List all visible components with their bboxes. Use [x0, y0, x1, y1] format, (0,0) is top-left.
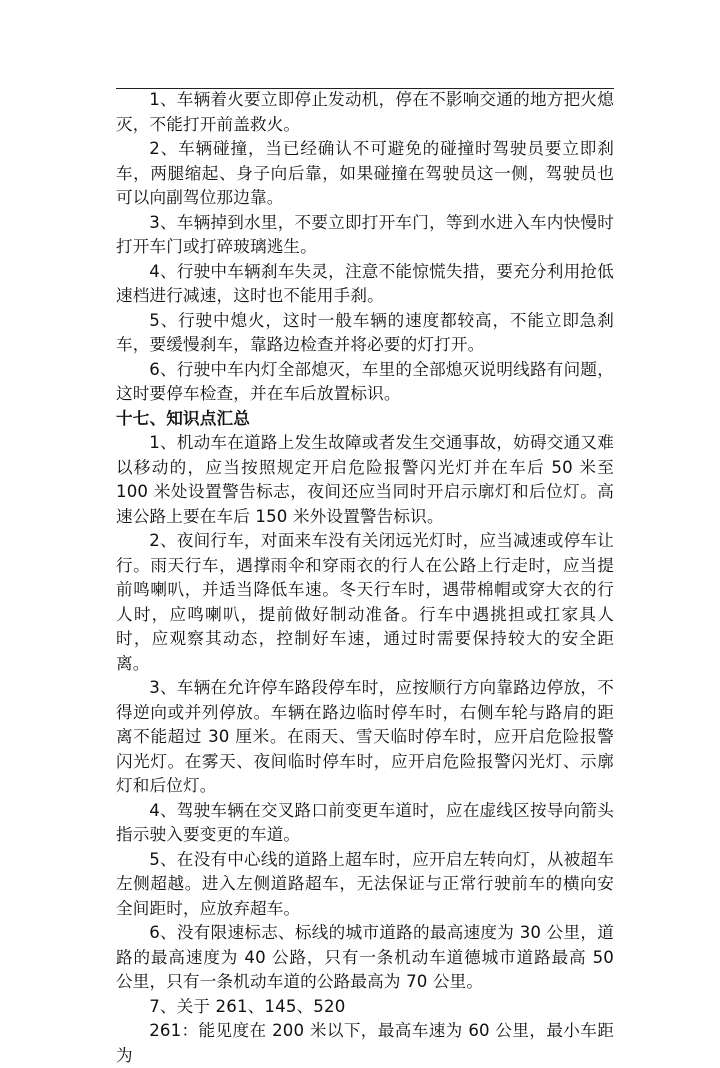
paragraph: 6、没有限速标志、标线的城市道路的最高速度为 30 公里，道路的最高速度为 40 公路，只有一条机动车道德城市道路最高 50 公里，只有一条机动车道的公路最高为 70 公里。 — [116, 923, 614, 991]
paragraph: 2、车辆碰撞，当已经确认不可避免的碰撞时驾驶员要立即刹车，两腿缩起、身子向后靠，如果碰撞在驾驶员这一侧，驾驶员也可以向副驾位那边靠。 — [116, 139, 614, 207]
paragraph: 5、行驶中熄火，这时一般车辆的速度都较高，不能立即急刹车，要缓慢刹车，靠路边检查并将必要的灯打开。 — [116, 310, 614, 354]
paragraph: 4、行驶中车辆刹车失灵，注意不能惊慌失措，要充分利用抢低速档进行减速，这时也不能用手刹。 — [116, 261, 614, 305]
paragraph: 6、行驶中车内灯全部熄灭，车里的全部熄灭说明线路有问题，这时要停车检查，并在车后放置标识。 — [116, 359, 614, 403]
paragraph: 1、车辆着火要立即停止发动机，停在不影响交通的地方把火熄灭，不能打开前盖救火。 — [116, 90, 614, 134]
paragraph: 3、车辆在允许停车路段停车时，应按顺行方向靠路边停放，不得逆向或并列停放。车辆在路边临时停车时，右侧车轮与路肩的距离不能超过 30 厘米。在雨天、雪天临时停车时，应开启危险报警闪光灯。在雾天、夜间临时停车时，应开启危险报警闪光灯、示廓灯和后位灯。 — [116, 678, 614, 795]
paragraph: 3、车辆掉到水里，不要立即打开车门，等到水进入车内快慢时打开车门或打碎玻璃逃生。 — [116, 212, 614, 256]
paragraph: 7、关于 261、145、520 — [149, 996, 346, 1016]
paragraph: 261：能见度在 200 米以下，最高车速为 60 公里，最小车距为 — [116, 1021, 614, 1065]
paragraph: 2、夜间行车，对面来车没有关闭远光灯时，应当减速或停车让行。雨天行车，遇撑雨伞和穿雨衣的行人在公路上行走时，应当提前鸣喇叭，并适当降低车速。冬天行车时，遇带棉帽或穿大衣的行人时，应鸣喇叭，提前做好制动准备。行车中遇挑担或扛家具人时，应观察其动态，控制好车速，通过时需要保持较大的安全距离。 — [116, 531, 614, 673]
paragraph: 5、在没有中心线的道路上超车时，应开启左转向灯，从被超车左侧超越。进入左侧道路超车，无法保证与正常行驶前车的横向安全间距时，应放弃超车。 — [116, 849, 614, 918]
document-body — [116, 88, 614, 1068]
section-heading: 十七、知识点汇总 — [116, 408, 250, 428]
paragraph: 4、驾驶车辆在交叉路口前变更车道时，应在虚线区按导向箭头指示驶入要变更的车道。 — [116, 800, 614, 844]
paragraph: 1、机动车在道路上发生故障或者发生交通事故，妨碍交通又难以移动的，应当按照规定开启危险报警闪光灯并在车后 50 米至 100 米处设置警告标志，夜间还应当同时开启示廓灯和后位灯。高速公路上要在车后 150 米外设置警告标识。 — [116, 433, 614, 526]
